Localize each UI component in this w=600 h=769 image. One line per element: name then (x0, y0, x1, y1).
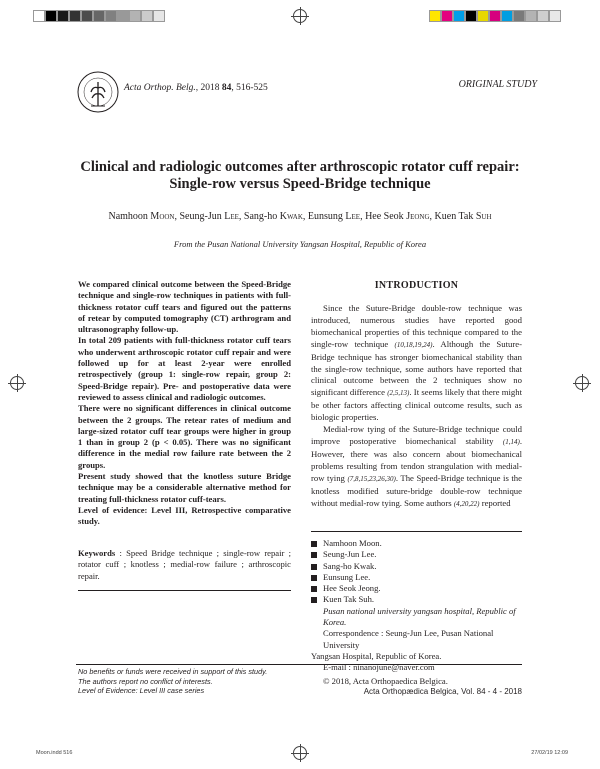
keywords (78, 548, 291, 582)
email: E-mail : ninanojune@naver.com (323, 662, 435, 673)
intro-body (311, 303, 522, 510)
notes-affiliation: Pusan national university yangsan hospital, Republic of Korea. (323, 605, 516, 628)
author-name: Eunsung (307, 211, 346, 222)
evidence-note: Level of Evidence: Level III case series (78, 686, 205, 696)
journal-issue: Acta Orthopædica Belgica, Vol. 84 - 4 - 2018 (363, 687, 522, 696)
color-swatch (441, 10, 453, 22)
color-swatch (477, 10, 489, 22)
author-surname: Suh (475, 211, 492, 222)
title-line-2: Single-row versus Speed-Bridge technique (169, 176, 431, 192)
journal-citation (124, 83, 268, 93)
color-swatch (129, 10, 141, 22)
abstract-para-5: Level of evidence: Level III, Retrospective comparative study. (78, 504, 291, 527)
conflict-note: The authors report no conflict of interests. (78, 676, 213, 686)
author-note-item: Hee Seok Jeong. (311, 583, 526, 594)
journal-logo (76, 70, 120, 114)
section-label: ORIGINAL STUDY (458, 79, 537, 90)
color-swatch (93, 10, 105, 22)
author-surname: Lee (345, 211, 361, 222)
footer-rule (76, 664, 522, 665)
abstract-para-2: In total 209 patients with full-thickness rotator cuff tears who underwent arthroscopic rotator cuff repair and were followed up for at least 2-year were enrolled retrospectively (group 1: single-row repair, group 2: Speed-Bridge repair). Pre- and postoperative data were reviewed to assess clinical and radiologic outcomes. (78, 335, 291, 402)
intro-para-1: Since the Suture-Bridge double-row technique was introduced, numerous studies have reported good biomechanical properties of this technique compared to the single-row technique (10,18,19,24). Although the Suture-Bridge technique has stronger biomechanical stability than the single-row technique, some authors have reported that clinical outcome between the 2 techniques show no significant difference (2,5,13). It seems likely that there might be other factors affecting clinical outcome results, such as biologic properties. (311, 303, 523, 423)
author-note-item: Eunsung Lee. (311, 572, 526, 583)
bullet-square-icon (311, 575, 317, 581)
bullet-square-icon (311, 541, 317, 547)
citation: (4,20,22) (453, 499, 480, 508)
journal-pages: , 516-525 (231, 83, 268, 93)
article-title (60, 159, 540, 193)
color-swatch (33, 10, 45, 22)
author-surname: Moon (150, 211, 175, 222)
citation: (7,8,15,23,26,30) (347, 474, 396, 483)
bullet-square-icon (311, 597, 317, 603)
abstract-para-1: We compared clinical outcome between the Speed-Bridge technique and single-row techniques in patients with full-thickness rotator cuff tears and figured out the patterns of retear by computed tomography (CT) arthrogram and ultrasonography follow-up. (78, 279, 291, 335)
color-swatch (105, 10, 117, 22)
author-surname: Lee (224, 211, 239, 222)
citation: (2,5,13) (387, 389, 410, 398)
author-list: Namhoon Moon, Seung-Jun Lee, Sang-ho Kwak, Eunsung Lee, Hee Seok Jeong, Kuen Tak Suh (108, 211, 492, 222)
color-swatch (501, 10, 513, 22)
color-swatch (453, 10, 465, 22)
author-note-item: Kuen Tak Suh. (311, 594, 526, 605)
registration-mark-left (10, 376, 24, 390)
color-swatch (81, 10, 93, 22)
color-swatch (549, 10, 561, 22)
abstract-para-4: Present study showed that the knotless suture Bridge technique may be a considerable alternative method for treating full-thickness rotator cuff-tears. (78, 471, 291, 504)
journal-volume: 84 (221, 83, 232, 93)
abstract (78, 279, 291, 528)
color-swatch (117, 10, 129, 22)
keywords-text: : Speed Bridge technique ; single-row repair ; rotator cuff ; knotless ; medial-row failure ; arthroscopic repair. (78, 548, 291, 581)
bullet-square-icon (311, 564, 317, 570)
color-swatch (69, 10, 81, 22)
author-name: Hee Seok (365, 211, 407, 222)
intro-heading: INTRODUCTION (374, 280, 459, 291)
color-swatch (525, 10, 537, 22)
color-swatch (45, 10, 57, 22)
color-swatch (537, 10, 549, 22)
color-swatch (153, 10, 165, 22)
author-note-item: Namhoon Moon. (311, 538, 526, 549)
registration-mark-right (575, 376, 589, 390)
copyright: © 2018, Acta Orthopaedica Belgica. (323, 675, 448, 686)
color-swatch (429, 10, 441, 22)
journal-name: Acta Orthop. Belg. (124, 83, 196, 93)
affiliation: From the Pusan National University Yangsan Hospital, Republic of Korea (173, 239, 427, 249)
author-name: Seung-Jun (179, 211, 225, 222)
author-note-item: Seung-Jun Lee. (311, 549, 526, 560)
correspondence: Correspondence : Seung-Jun Lee, Pusan National University Yangsan Hospital, Republic of Korea. (311, 628, 494, 661)
keywords-label: Keywords (78, 548, 116, 558)
citation: (1,14) (502, 437, 520, 446)
author-name: Namhoon (108, 211, 151, 222)
journal-year: , 2018 (195, 83, 222, 93)
color-swatch (465, 10, 477, 22)
intro-para-2: Medial-row tying of the Suture-Bridge technique could improve postoperative biomechanical stability (1,14). However, there was also concern about biomechanical problems resulting from tendon strangulation with medial-row tying (7,8,15,23,26,30). The Speed-Bridge technique is the knotless modified suture-bridge double-row technique without medial-row tying. Some authors (4,20,22) reported (311, 424, 522, 508)
registration-mark-bottom (293, 746, 307, 760)
citation: (10,18,19,24) (394, 340, 433, 349)
footer-notes (78, 667, 267, 696)
author-name: Sang-ho (243, 211, 280, 222)
color-swatch (57, 10, 69, 22)
color-swatch (513, 10, 525, 22)
author-surname: Jeong (406, 211, 430, 222)
bullet-square-icon (311, 552, 317, 558)
author-surname: Kwak (279, 211, 303, 222)
title-line-1: Clinical and radiologic outcomes after arthroscopic rotator cuff repair: (80, 159, 520, 175)
author-note-item: Sang-ho Kwak. (311, 561, 526, 572)
author-note-list (311, 538, 526, 606)
print-slug-left: Moon.indd 516 (36, 750, 73, 756)
funding-note: No benefits or funds were received in support of this study. (78, 667, 268, 676)
abstract-rule (78, 590, 291, 591)
bullet-square-icon (311, 586, 317, 592)
color-swatch (489, 10, 501, 22)
author-name: Kuen Tak (434, 211, 476, 222)
notes-rule (311, 531, 522, 532)
registration-mark-top (293, 9, 307, 23)
color-swatch (141, 10, 153, 22)
print-slug-right: 27/02/19 12:09 (531, 750, 568, 756)
abstract-para-3: There were no significant differences in clinical outcome between the 2 groups. The retear rates of medium and large-sized rotator cuff tear groups were higher in group 1 than in group 2 (p < 0.05). There was no significant difference in the medial row failure rate between the 2 groups. (78, 403, 291, 470)
